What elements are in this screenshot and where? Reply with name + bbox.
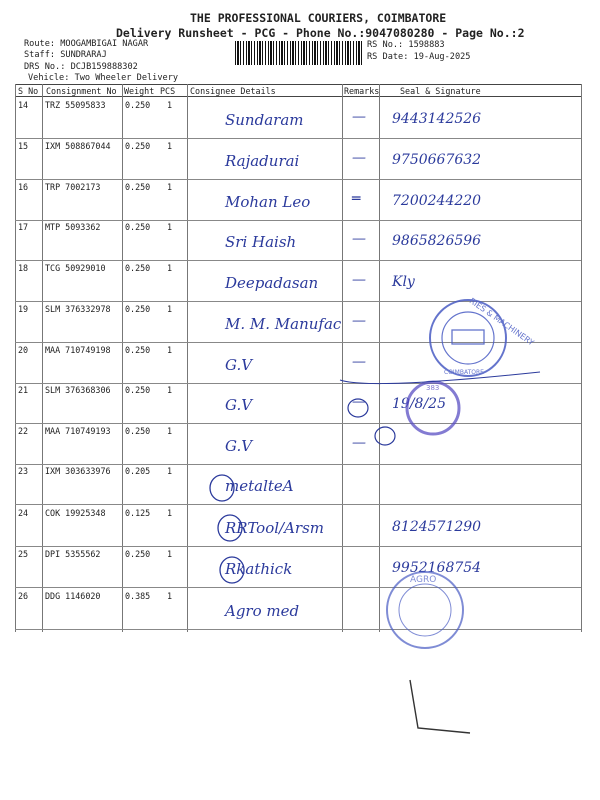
- row-pcs: 1: [167, 141, 173, 151]
- bottom-scribble: [410, 680, 470, 733]
- row-pcs: 1: [167, 549, 173, 559]
- row-weight: 0.385: [125, 591, 151, 601]
- row-remark-mark: —: [352, 109, 366, 125]
- row-consignment-number: TCG 50929010: [45, 263, 106, 273]
- row-remark-mark: —: [352, 394, 366, 410]
- rs-number: RS No.: 1598883: [367, 40, 445, 50]
- row-signature: 9952168754: [392, 560, 482, 576]
- date-stamp: [407, 382, 459, 434]
- row-pcs: 1: [167, 426, 173, 436]
- row-sno: 21: [18, 385, 29, 395]
- col-header-remarks: Remarks: [344, 86, 380, 96]
- row-consignee-handwritten: Rkathick: [225, 560, 293, 578]
- machinery-stamp-city: COIMBATORE: [444, 369, 484, 376]
- row-consignment-number: TRP 7002173: [45, 182, 101, 192]
- row-consignee-handwritten: Mohan Leo: [225, 193, 311, 211]
- row-signature: 9443142526: [392, 111, 482, 127]
- row-pcs: 1: [167, 100, 173, 110]
- row-sno: 20: [18, 345, 29, 355]
- row-consignment-number: MAA 710749193: [45, 426, 111, 436]
- row-remark-mark: —: [352, 354, 366, 370]
- row-sno: 24: [18, 508, 29, 518]
- date-stamp-text: 383: [426, 384, 440, 392]
- runsheet-subtitle: Delivery Runsheet - PCG - Phone No.:9047080280 - Page No.:2: [116, 26, 525, 40]
- row-signature: 7200244220: [392, 193, 482, 209]
- row-sno: 26: [18, 591, 29, 601]
- row-weight: 0.250: [125, 182, 151, 192]
- row-sno: 17: [18, 222, 29, 232]
- col-header-weight: Weight: [124, 86, 155, 96]
- row-sno: 16: [18, 182, 29, 192]
- row-pcs: 1: [167, 508, 173, 518]
- row-consignee-handwritten: G.V: [225, 437, 253, 455]
- row-sno: 18: [18, 263, 29, 273]
- row-consignee-handwritten: G.V: [225, 356, 253, 374]
- row-remark-mark: —: [352, 435, 366, 451]
- row-sno: 14: [18, 100, 29, 110]
- row-pcs: 1: [167, 385, 173, 395]
- row-consignment-number: TRZ 55095833: [45, 100, 106, 110]
- row-weight: 0.250: [125, 304, 151, 314]
- agro-stamp: [387, 572, 463, 648]
- row-sno: 15: [18, 141, 29, 151]
- row-pcs: 1: [167, 304, 173, 314]
- row-consignee-handwritten: Sri Haish: [225, 233, 297, 251]
- row-remark-mark: —: [352, 313, 366, 329]
- row-sno: 23: [18, 466, 29, 476]
- row-weight: 0.250: [125, 141, 151, 151]
- row-signature: 9865826596: [392, 233, 482, 249]
- row-pcs: 1: [167, 345, 173, 355]
- machinery-stamp-text: RIES & MACHINERY: [467, 296, 536, 348]
- row-weight: 0.250: [125, 385, 151, 395]
- row-consignee-handwritten: Sundaram: [225, 111, 304, 129]
- row-sno: 22: [18, 426, 29, 436]
- route-text: Route: MOOGAMBIGAI NAGAR: [24, 39, 149, 49]
- row-remark-mark: —: [352, 231, 366, 247]
- row-pcs: 1: [167, 222, 173, 232]
- col-header-signature: Seal & Signature: [400, 86, 481, 96]
- row-signature: Kly: [392, 274, 415, 290]
- row-consignment-number: COK 19925348: [45, 508, 106, 518]
- rs-date: RS Date: 19-Aug-2025: [367, 52, 471, 62]
- row-weight: 0.250: [125, 345, 151, 355]
- row-pcs: 1: [167, 591, 173, 601]
- drs-number: DRS No.: DCJB159888302: [24, 62, 138, 72]
- row-weight: 0.125: [125, 508, 151, 518]
- col-header-sno: S No: [18, 86, 39, 96]
- row-weight: 0.250: [125, 100, 151, 110]
- row-remark-mark: —: [352, 150, 366, 166]
- row-sno: 25: [18, 549, 29, 559]
- row-pcs: 1: [167, 466, 173, 476]
- row-consignment-number: DDG 1146020: [45, 591, 101, 601]
- row-consignment-number: IXM 303633976: [45, 466, 111, 476]
- row-weight: 0.205: [125, 466, 151, 476]
- row-pcs: 1: [167, 182, 173, 192]
- vehicle-text: Vehicle: Two Wheeler Delivery: [28, 73, 179, 83]
- company-title: THE PROFESSIONAL COURIERS, COIMBATORE: [190, 11, 447, 25]
- row-consignment-number: MTP 5093362: [45, 222, 101, 232]
- row-remark-mark: —: [352, 272, 366, 288]
- row-weight: 0.250: [125, 263, 151, 273]
- row-signature: 9750667632: [392, 152, 482, 168]
- agro-stamp-text: AGRO: [410, 575, 437, 585]
- col-header-consignment: Consignment No: [46, 86, 117, 96]
- row-signature: 8124571290: [392, 519, 482, 535]
- row-consignment-number: IXM 508867044: [45, 141, 111, 151]
- staff-text: Staff: SUNDRARAJ: [24, 50, 107, 60]
- row-consignee-handwritten: M. M. Manufac: [225, 315, 342, 333]
- row-consignment-number: SLM 376368306: [45, 385, 111, 395]
- row-consignment-number: MAA 710749198: [45, 345, 111, 355]
- col-header-consignee: Consignee Details: [190, 86, 276, 96]
- row-consignee-handwritten: Rajadurai: [225, 152, 300, 170]
- row-weight: 0.250: [125, 222, 151, 232]
- row-remark-mark: ═: [352, 191, 361, 207]
- row-consignee-handwritten: RRTool/Arsm: [225, 519, 325, 537]
- machinery-stamp: [430, 296, 536, 376]
- row-consignment-number: SLM 376332978: [45, 304, 111, 314]
- col-header-pcs: PCS: [160, 86, 176, 96]
- row-weight: 0.250: [125, 549, 151, 559]
- row-consignment-number: DPI 5355562: [45, 549, 101, 559]
- row-consignee-handwritten: Deepadasan: [225, 274, 319, 292]
- row-consignee-handwritten: metalteA: [225, 477, 294, 495]
- row-signature: 19/8/25: [392, 396, 446, 412]
- row-weight: 0.250: [125, 426, 151, 436]
- row-consignee-handwritten: Agro med: [225, 602, 300, 620]
- row-sno: 19: [18, 304, 29, 314]
- row-pcs: 1: [167, 263, 173, 273]
- row-consignee-handwritten: G.V: [225, 396, 253, 414]
